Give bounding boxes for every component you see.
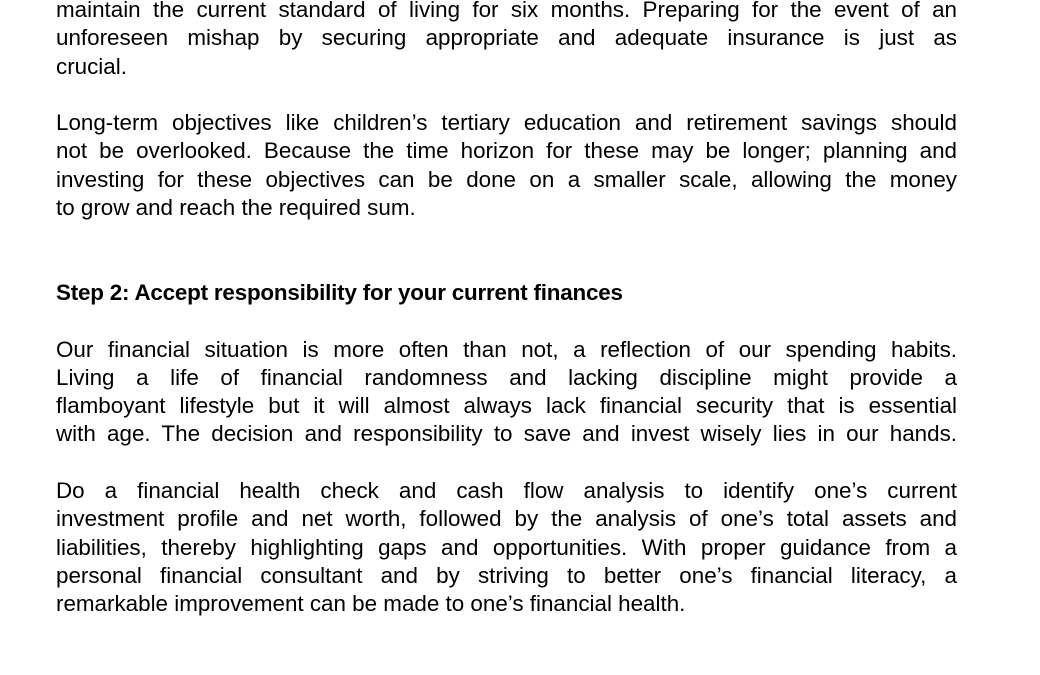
text-line: Living a life of financial randomness and lacking discipline might provide a <box>56 364 957 390</box>
text-line: Our financial situation is more often than not, a reflection of our spending habits. <box>56 336 957 362</box>
text-line: remarkable improvement can be made to one’s financial health. <box>56 591 686 617</box>
section-heading-step-2: Step 2: Accept responsibility for your current finances <box>56 279 623 305</box>
text-line: crucial. <box>56 53 127 79</box>
section-spacer <box>56 222 957 279</box>
text-line: with age. The decision and responsibility to save and invest wisely lies in our hands. <box>56 421 957 447</box>
text-line: flamboyant lifestyle but it will almost always lack financial security that is essential <box>56 393 957 419</box>
text-line: Long-term objectives like children’s tertiary education and retirement savings should <box>56 110 957 136</box>
paragraph-spacer <box>56 81 957 109</box>
paragraph-financial-health-check <box>56 477 957 618</box>
text-line: personal financial consultant and by striving to better one’s financial literacy, a <box>56 562 957 588</box>
text-line: Do a financial health check and cash flow analysis to identify one’s current <box>56 478 957 504</box>
paragraph-emergency-fund <box>56 0 957 81</box>
document-page <box>56 0 957 619</box>
paragraph-long-term-objectives <box>56 109 957 222</box>
text-line: investing for these objectives can be done on a smaller scale, allowing the money <box>56 166 957 192</box>
text-line: not be overlooked. Because the time horizon for these may be longer; planning and <box>56 138 957 164</box>
text-line: to grow and reach the required sum. <box>56 195 416 221</box>
paragraph-spacer <box>56 307 957 335</box>
text-line: liabilities, thereby highlighting gaps and opportunities. With proper guidance from a <box>56 534 957 560</box>
text-line: maintain the current standard of living for six months. Preparing for the event of an <box>56 0 957 22</box>
text-line: unforeseen mishap by securing appropriate and adequate insurance is just as <box>56 25 957 51</box>
paragraph-spending-habits <box>56 336 957 449</box>
text-line: investment profile and net worth, followed by the analysis of one’s total assets and <box>56 506 957 532</box>
paragraph-spacer <box>56 449 957 477</box>
